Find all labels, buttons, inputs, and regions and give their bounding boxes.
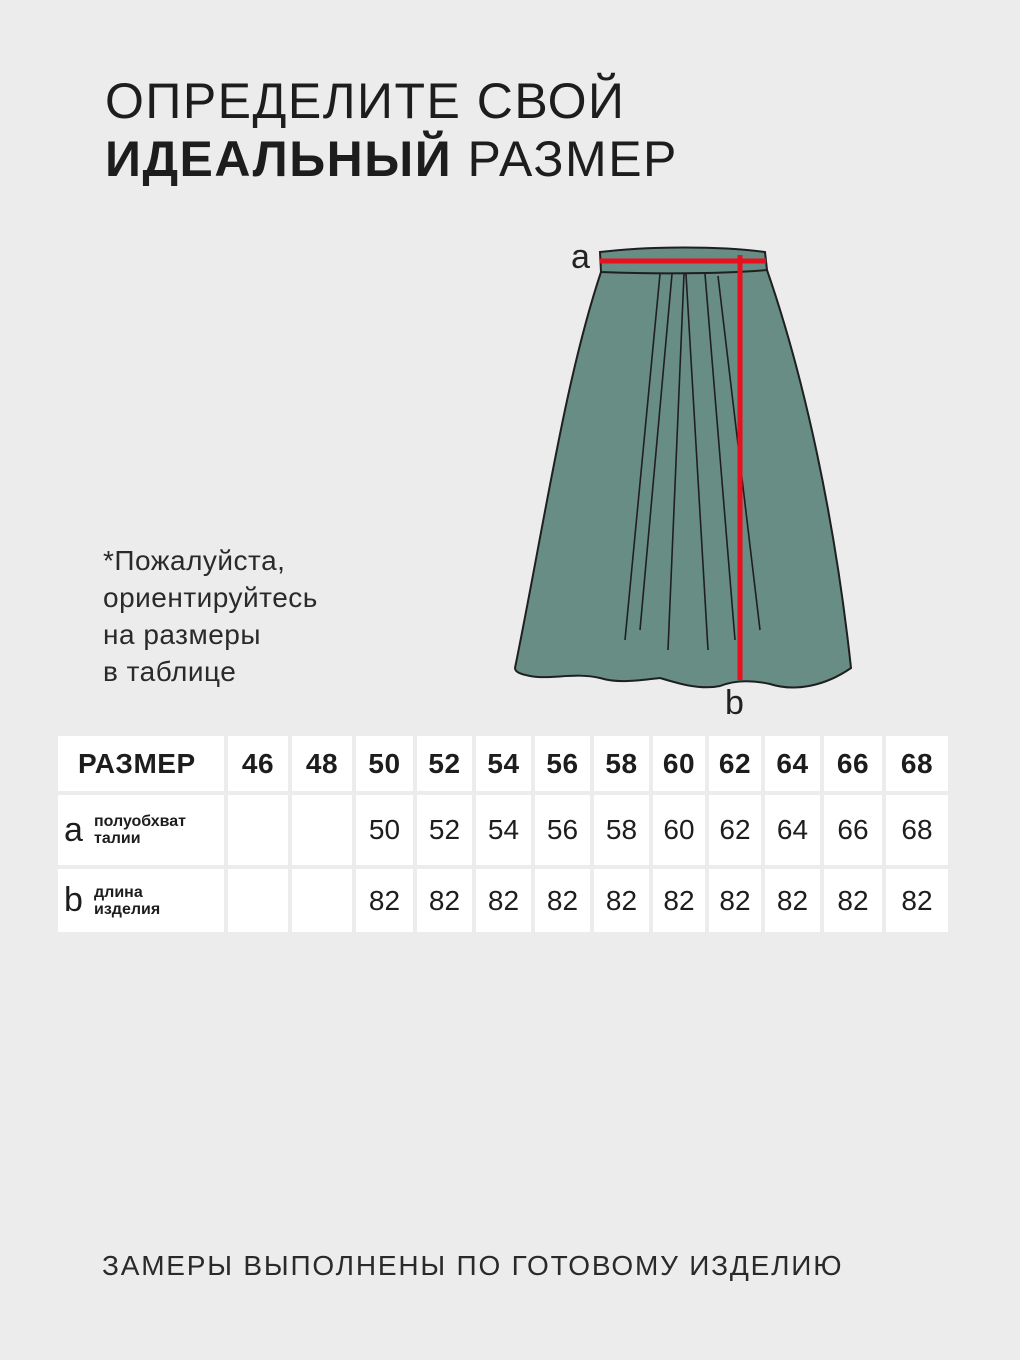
row-desc: талии (94, 830, 141, 847)
table-cell: 82 (653, 869, 705, 932)
size-cell: 48 (292, 736, 352, 791)
table-cell: 82 (476, 869, 531, 932)
length-row (58, 869, 948, 932)
table-cell: 82 (886, 869, 948, 932)
skirt-diagram (500, 225, 880, 735)
size-cell: 64 (765, 736, 820, 791)
size-cell: 58 (594, 736, 649, 791)
size-cell: 54 (476, 736, 531, 791)
size-header-label: РАЗМЕР (58, 736, 224, 791)
table-cell: 52 (417, 795, 472, 865)
size-cell: 50 (356, 736, 413, 791)
size-cell: 62 (709, 736, 761, 791)
table-cell: 68 (886, 795, 948, 865)
title-line-2 (105, 130, 678, 188)
table-cell (228, 795, 288, 865)
table-cell: 82 (765, 869, 820, 932)
note-line: *Пожалуйста, (103, 545, 286, 576)
table-cell: 82 (356, 869, 413, 932)
measure-label-b: b (725, 684, 744, 722)
size-cell: 68 (886, 736, 948, 791)
table-cell: 64 (765, 795, 820, 865)
table-cell: 54 (476, 795, 531, 865)
waist-row (58, 795, 948, 865)
table-cell (292, 795, 352, 865)
size-cell: 52 (417, 736, 472, 791)
row-letter: b (64, 881, 83, 919)
table-cell: 82 (594, 869, 649, 932)
waist-row-label (58, 795, 224, 865)
table-cell (228, 869, 288, 932)
note-line: на размеры (103, 619, 262, 650)
table-cell: 50 (356, 795, 413, 865)
size-header-row (58, 736, 948, 791)
measure-label-a: a (571, 238, 590, 276)
table-cell: 82 (535, 869, 590, 932)
skirt-body (515, 270, 851, 687)
title-rest: РАЗМЕР (452, 131, 678, 187)
table-cell: 66 (824, 795, 882, 865)
row-desc: полуобхват (94, 813, 187, 830)
table-cell (292, 869, 352, 932)
table-cell: 60 (653, 795, 705, 865)
size-cell: 66 (824, 736, 882, 791)
table-cell: 62 (709, 795, 761, 865)
row-letter: a (64, 810, 83, 849)
length-row-label (58, 869, 224, 932)
title-bold-word: ИДЕАЛЬНЫЙ (105, 131, 453, 187)
table-cell: 82 (709, 869, 761, 932)
size-note (103, 542, 318, 690)
table-cell: 56 (535, 795, 590, 865)
size-cell: 46 (228, 736, 288, 791)
row-desc: длина (94, 883, 143, 901)
title-line-1: ОПРЕДЕЛИТЕ СВОЙ (105, 73, 626, 129)
table-cell: 58 (594, 795, 649, 865)
size-cell: 56 (535, 736, 590, 791)
table-cell: 82 (824, 869, 882, 932)
note-line: в таблице (103, 656, 237, 687)
measurement-footnote: ЗАМЕРЫ ВЫПОЛНЕНЫ ПО ГОТОВОМУ ИЗДЕЛИЮ (102, 1250, 844, 1281)
size-table (54, 732, 952, 936)
table-cell: 82 (417, 869, 472, 932)
note-line: ориентируйтесь (103, 582, 318, 613)
row-desc: изделия (94, 900, 161, 918)
size-cell: 60 (653, 736, 705, 791)
page-title (105, 72, 678, 188)
